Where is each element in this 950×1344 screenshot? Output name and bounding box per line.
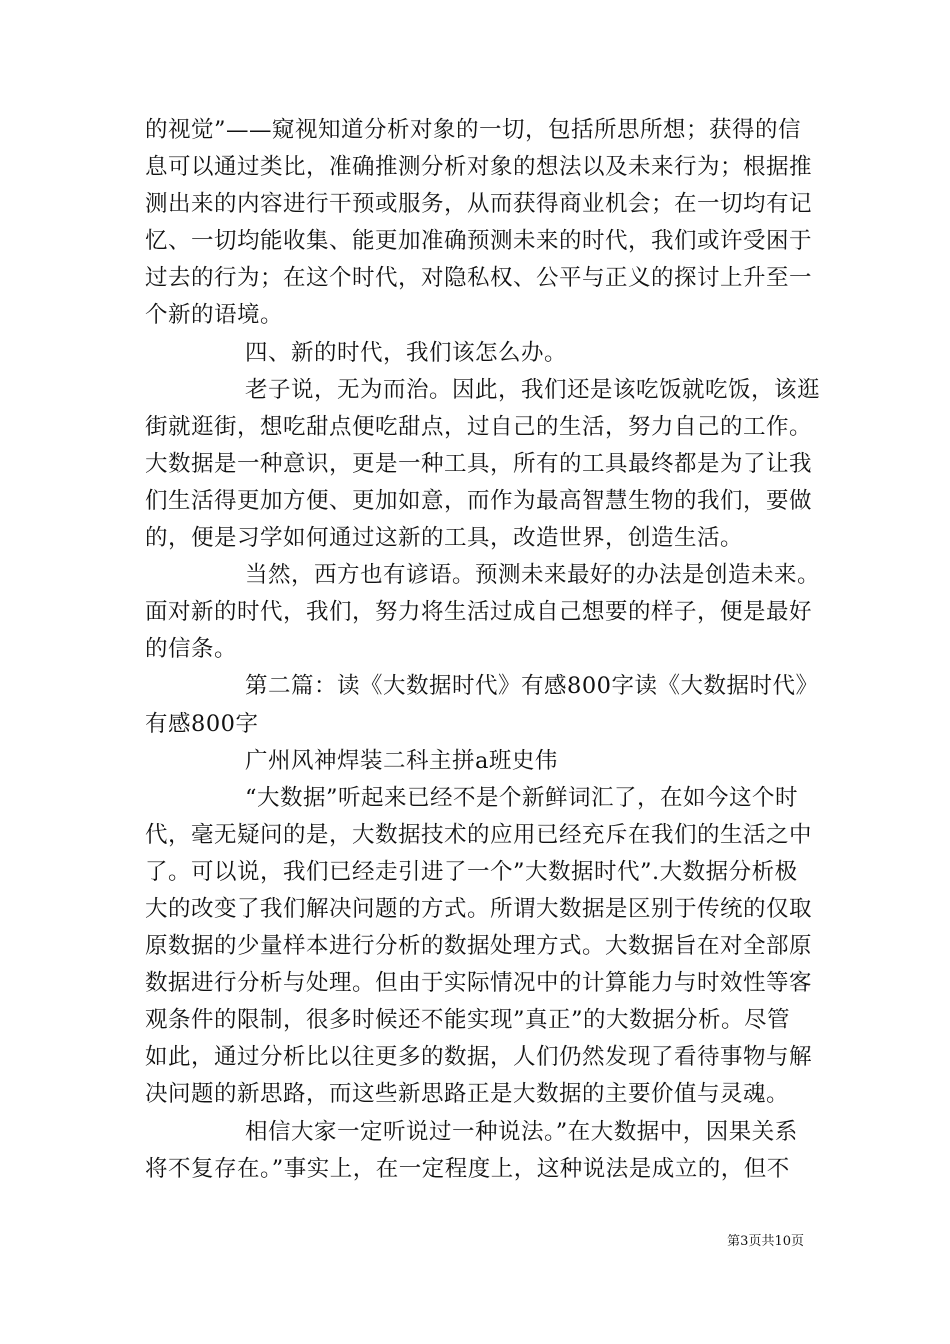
text-line: 四、新的时代，我们该怎么办。 [245, 339, 568, 366]
text-line: 大数据是一种意识，更是一种工具，所有的工具最终都是为了让我 [145, 450, 813, 477]
page-number: 第3页共10页 [727, 1234, 804, 1249]
text-line: 测出来的内容进行干预或服务，从而获得商业机会；在一切均有记 [145, 191, 813, 218]
text-line: 个新的语境。 [145, 302, 284, 329]
text-line: 广州风神焊装二科主拼a班史伟 [245, 747, 558, 774]
text-line: 数据进行分析与处理。但由于实际情况中的计算能力与时效性等客 [145, 970, 813, 997]
text-line: 的视觉”——窥视知道分析对象的一切，包括所思所想；获得的信 [145, 117, 802, 143]
text-line: 大的改变了我们解决问题的方式。所谓大数据是区别于传统的仅取 [145, 895, 813, 922]
text-line: 面对新的时代，我们，努力将生活过成自己想要的样子，便是最好 [145, 599, 813, 626]
text-line: 了。可以说，我们已经走引进了一个”大数据时代”.大数据分析极 [145, 858, 798, 885]
text-line: 的，便是习学如何通过这新的工具，改造世界，创造生活。 [145, 525, 744, 552]
text-line: 原数据的少量样本进行分析的数据处理方式。大数据旨在对全部原 [145, 933, 813, 960]
text-line: 当然，西方也有谚语。预测未来最好的办法是创造未来。 [245, 562, 821, 589]
text-line: 观条件的限制，很多时候还不能实现”真正”的大数据分析。尽管 [145, 1007, 791, 1034]
text-line: 将不复存在。”事实上，在一定程度上，这种说法是成立的，但不 [145, 1155, 790, 1182]
text-line: 决问题的新思路，而这些新思路正是大数据的主要价值与灵魂。 [145, 1081, 790, 1108]
text-line: 忆、一切均能收集、能更加准确预测未来的时代，我们或许受困于 [145, 228, 813, 255]
page-footer [0, 1230, 950, 1249]
text-line: 第二篇：读《大数据时代》有感800字读《大数据时代》 [245, 673, 819, 700]
text-line: 如此，通过分析比以往更多的数据，人们仍然发现了看待事物与解 [145, 1044, 813, 1071]
text-line: 代，毫无疑问的是，大数据技术的应用已经充斥在我们的生活之中 [145, 821, 813, 848]
text-line: 街就逛街，想吃甜点便吃甜点，过自己的生活，努力自己的工作。 [145, 413, 813, 440]
text-line: 过去的行为；在这个时代，对隐私权、公平与正义的探讨上升至一 [145, 265, 813, 292]
text-line: 相信大家一定听说过一种说法。”在大数据中，因果关系 [245, 1118, 798, 1145]
text-line: 们生活得更加方便、更加如意，而作为最高智慧生物的我们，要做 [145, 487, 813, 514]
text-line: 的信条。 [145, 636, 238, 663]
text-line: 有感800字 [145, 710, 259, 737]
document-body [145, 112, 821, 1188]
text-line: 息可以通过类比，准确推测分析对象的想法以及未来行为；根据推 [145, 154, 813, 181]
text-line: 老子说，无为而治。因此，我们还是该吃饭就吃饭，该逛 [245, 376, 821, 403]
text-line: “大数据”听起来已经不是个新鲜词汇了，在如今这个时 [245, 784, 799, 811]
